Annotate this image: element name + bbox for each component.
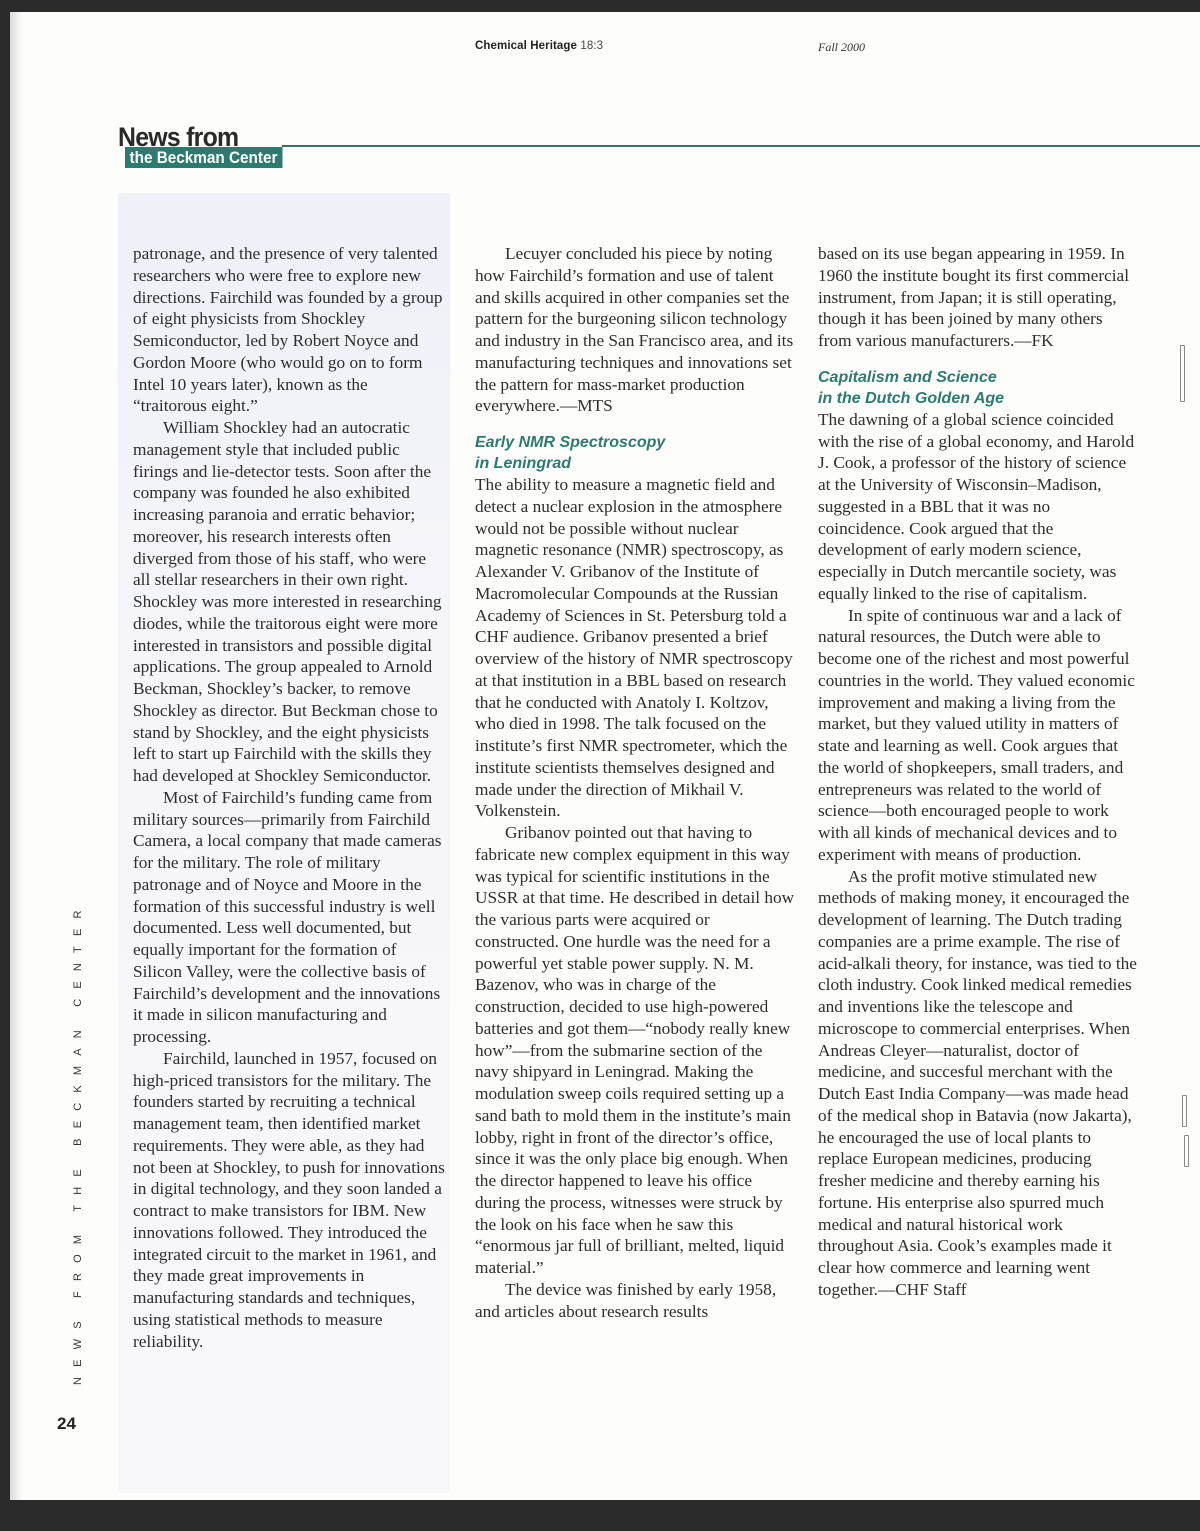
article-paragraph: Fairchild, launched in 1957, focused on high-priced transistors for the military. The founders started by recruiting a technical management team, then identified market requirements. They were able, as they had not been at Shockley, to push for innovations in digital technology, and they soon landed a contract to make transistors for IBM. New innovations followed. They introduced the integrated circuit to the market in 1961, and they made great improvements in manufacturing standards and techniques, using statistical methods to measure reliability. [133,1048,445,1351]
subheading-line: in the Dutch Golden Age [818,389,1005,407]
section-heading [118,126,300,168]
article-paragraph: The dawning of a global science coincided with the rise of a global economy, and Harold J. Cook, a professor of the history of science at the University of Wisconsin–Madison, suggested in a BBL that it was no coincidence. Cook argued that the development of early modern science, especially in Dutch mercantile society, was equally linked to the rise of capitalism. [818,409,1135,603]
subheading-line: Early NMR Spectroscopy [475,434,666,451]
issue-season: Fall 2000 [818,40,865,54]
subheading-line: in Leningrad [475,455,571,472]
journal-issue: 18:3 [580,40,604,52]
section-heading-banner: the Beckman Center [125,147,283,168]
binding-mark [1184,1135,1189,1167]
article-paragraph: The device was finished by early 1958, and articles about research results [475,1279,777,1321]
article-paragraph: Lecuyer concluded his piece by noting how Fairchild’s formation and use of talent and skills acquired in other companies set the pattern for the burgeoning silicon technology and industry in the San Francisco area, and its manufacturing techniques and innovations set the pattern for mass-market production everywhere.—MTS [475,244,794,416]
article-paragraph: Gribanov pointed out that having to fabricate new complex equipment in this way was typical for scientific institutions in the USSR at that time. He described in detail how the various parts were acquired or constructed. One hurdle was the need for a powerful yet stable power supply. N. M. Bazenov, who was in charge of the construction, decided to use high-powered batteries and got them—“nobody really knew how”—from the submarine section of the navy shipyard in Leningrad. Making the modulation sweep coils required setting up a sand bath to mold them in the institute’s main lobby, right in front of the director’s office, since it was the only place big enough. When the director happened to leave his office during the process, witnesses were struck by the look on his face when he saw this “enormous jar full of brilliant, melted, liquid material.” [475,823,795,1277]
article-paragraph: based on its use began appearing in 1959. In 1960 the institute bought its first commercial instrument, from Japan; it is still operating, though it has been joined by many others from various manufacturers.—FK [818,244,1130,350]
journal-name: Chemical Heritage [475,40,578,52]
article-paragraph: patronage, and the presence of very talented researchers who were free to explore new directions. Fairchild was founded by a group of eight physicists from Shockley Semiconductor, led by Robert Noyce and Gordon Moore (who would go on to form Intel 10 years later), known as the “traitorous eight.” [133,244,443,416]
binding-mark [1182,1095,1187,1127]
page-spine-shadow [10,12,24,1500]
section-heading-top: News from [118,126,239,147]
side-section-label: NEWS FROM THE BECKMAN CENTER [72,900,84,1385]
article-column-1 [133,243,445,1352]
article-subheading [818,367,1138,409]
journal-title [475,40,603,52]
running-head [0,40,1200,60]
binding-mark [1180,345,1185,402]
article-paragraph: The ability to measure a magnetic field and detect a nuclear explosion in the atmosphere would not be possible without nuclear magnetic resonance (NMR) spectroscopy, as Alexander V. Gribanov of the Institute of Macromolecular Compounds at the Russian Academy of Sciences in St. Petersburg told a CHF audience. Gribanov presented a brief overview of the history of NMR spectroscopy at that institution in a BBL based on research that he conducted with Anatoly I. Koltzov, who died in 1998. The talk focused on the institute’s first NMR spectrometer, which the institute scientists themselves designed and made under the direction of Mikhail V. Volkenstein. [475,475,793,821]
article-column-3 [818,243,1138,1301]
article-paragraph: As the profit motive stimulated new methods of making money, it encouraged the development of learning. The Dutch trading companies are a prime example. The rise of acid-alkali theory, for instance, was tied to the cloth industry. Cook linked medical remedies and inventions like the telescope and microscope to commercial enterprises. When Andreas Cleyer—naturalist, doctor of medicine, and succesful merchant with the Dutch East India Company—was made head of the medical shop in Batavia (now Jakarta), he encouraged the use of local plants to replace European medicines, producing fresher medicine and thereby earning his fortune. His enterprise also spurred much medical and natural historical work throughout Asia. Cook’s examples made it clear how commerce and learning went together.—CHF Staff [818,866,1137,1299]
subheading-line: Capitalism and Science [818,368,997,386]
section-rule [282,145,1200,147]
article-paragraph: William Shockley had an autocratic management style that included public firings and lie-detector tests. Soon after the company was founded he also exhibited increasing paranoia and erratic behavior; moreover, his research interests often diverged from those of his staff, who were all stellar researchers in their own right. Shockley was more interested in researching diodes, while the traitorous eight were more interested in transistors and possible digital applications. The group appealed to Arnold Beckman, Shockley’s backer, to remove Shockley as director. But Beckman chose to stand by Shockley, and the eight physicists left to start up Fairchild with the skills they had developed at Shockley Semiconductor. [133,418,442,785]
article-paragraph: Most of Fairchild’s funding came from military sources—primarily from Fairchild Camera, a local company that made cameras for the military. The role of military patronage and of Noyce and Moore in the formation of this successful industry is well documented. Less well documented, but equally important for the formation of Silicon Valley, were the collective basis of Fairchild’s development and the innovations it made in silicon manufacturing and processing. [133,787,442,1046]
article-paragraph: In spite of continuous war and a lack of natural resources, the Dutch were able to become one of the richest and most powerful countries in the world. They valued economic improvement and making a living from the market, but they valued utility in matters of state and learning as well. Cook argues that the world of shopkeepers, small traders, and entrepreneurs was related to the world of science—both encouraged people to work with all kinds of mechanical devices and to experiment with means of production. [818,605,1135,864]
article-subheading [475,432,795,474]
article-column-2 [475,243,795,1322]
page-number: 24 [57,1414,76,1433]
